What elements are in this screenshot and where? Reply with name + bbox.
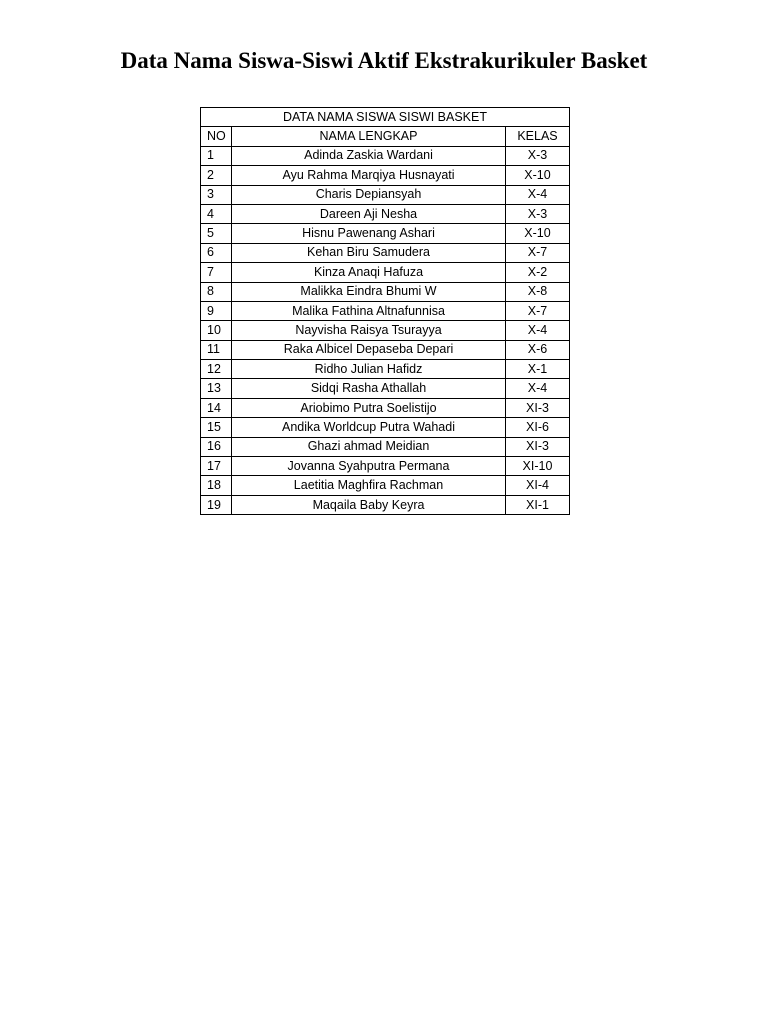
table-caption-row (201, 108, 570, 127)
cell-name: Ariobimo Putra Soelistijo (232, 398, 506, 417)
cell-name: Raka Albicel Depaseba Depari (232, 340, 506, 359)
cell-kelas: X-10 (506, 166, 570, 185)
cell-name: Ayu Rahma Marqiya Husnayati (232, 166, 506, 185)
cell-kelas: X-1 (506, 360, 570, 379)
cell-no: 1 (201, 146, 232, 165)
table-row (201, 379, 570, 398)
cell-kelas: X-4 (506, 379, 570, 398)
cell-kelas: XI-6 (506, 418, 570, 437)
student-table (200, 107, 570, 515)
cell-no: 8 (201, 282, 232, 301)
table-body (201, 146, 570, 514)
table-row (201, 437, 570, 456)
cell-name: Hisnu Pawenang Ashari (232, 224, 506, 243)
cell-name: Malika Fathina Altnafunnisa (232, 301, 506, 320)
cell-no: 14 (201, 398, 232, 417)
cell-no: 3 (201, 185, 232, 204)
table-row (201, 457, 570, 476)
cell-no: 17 (201, 457, 232, 476)
cell-no: 7 (201, 263, 232, 282)
cell-name: Jovanna Syahputra Permana (232, 457, 506, 476)
cell-no: 19 (201, 495, 232, 514)
header-name: NAMA LENGKAP (232, 127, 506, 146)
cell-no: 5 (201, 224, 232, 243)
cell-kelas: XI-4 (506, 476, 570, 495)
table-row (201, 340, 570, 359)
cell-name: Laetitia Maghfira Rachman (232, 476, 506, 495)
cell-kelas: XI-10 (506, 457, 570, 476)
cell-kelas: X-10 (506, 224, 570, 243)
cell-name: Ridho Julian Hafidz (232, 360, 506, 379)
cell-name: Sidqi Rasha Athallah (232, 379, 506, 398)
cell-kelas: X-7 (506, 243, 570, 262)
table-row (201, 146, 570, 165)
table-row (201, 301, 570, 320)
cell-no: 16 (201, 437, 232, 456)
table-row (201, 398, 570, 417)
table-row (201, 263, 570, 282)
cell-name: Dareen Aji Nesha (232, 204, 506, 223)
cell-no: 6 (201, 243, 232, 262)
cell-kelas: X-4 (506, 185, 570, 204)
table-row (201, 243, 570, 262)
table-row (201, 185, 570, 204)
cell-name: Maqaila Baby Keyra (232, 495, 506, 514)
cell-kelas: X-2 (506, 263, 570, 282)
cell-kelas: X-7 (506, 301, 570, 320)
cell-kelas: XI-3 (506, 398, 570, 417)
cell-kelas: XI-1 (506, 495, 570, 514)
cell-name: Malikka Eindra Bhumi W (232, 282, 506, 301)
cell-kelas: X-4 (506, 321, 570, 340)
cell-name: Andika Worldcup Putra Wahadi (232, 418, 506, 437)
cell-name: Kehan Biru Samudera (232, 243, 506, 262)
table-row (201, 476, 570, 495)
header-no: NO (201, 127, 232, 146)
table-row (201, 495, 570, 514)
cell-name: Charis Depiansyah (232, 185, 506, 204)
table-row (201, 418, 570, 437)
cell-kelas: X-8 (506, 282, 570, 301)
cell-no: 2 (201, 166, 232, 185)
cell-kelas: X-6 (506, 340, 570, 359)
cell-no: 18 (201, 476, 232, 495)
cell-name: Nayvisha Raisya Tsurayya (232, 321, 506, 340)
cell-no: 4 (201, 204, 232, 223)
table-row (201, 360, 570, 379)
table-row (201, 166, 570, 185)
cell-no: 11 (201, 340, 232, 359)
table-row (201, 224, 570, 243)
table-header-row (201, 127, 570, 146)
header-kelas: KELAS (506, 127, 570, 146)
cell-no: 15 (201, 418, 232, 437)
table-caption: DATA NAMA SISWA SISWI BASKET (201, 108, 570, 127)
table-row (201, 282, 570, 301)
cell-name: Adinda Zaskia Wardani (232, 146, 506, 165)
cell-kelas: X-3 (506, 204, 570, 223)
table-row (201, 321, 570, 340)
cell-no: 9 (201, 301, 232, 320)
cell-name: Kinza Anaqi Hafuza (232, 263, 506, 282)
cell-kelas: X-3 (506, 146, 570, 165)
cell-no: 13 (201, 379, 232, 398)
page-title: Data Nama Siswa-Siswi Aktif Ekstrakurikuler Basket (120, 48, 648, 73)
cell-name: Ghazi ahmad Meidian (232, 437, 506, 456)
cell-kelas: XI-3 (506, 437, 570, 456)
table-row (201, 204, 570, 223)
cell-no: 10 (201, 321, 232, 340)
cell-no: 12 (201, 360, 232, 379)
